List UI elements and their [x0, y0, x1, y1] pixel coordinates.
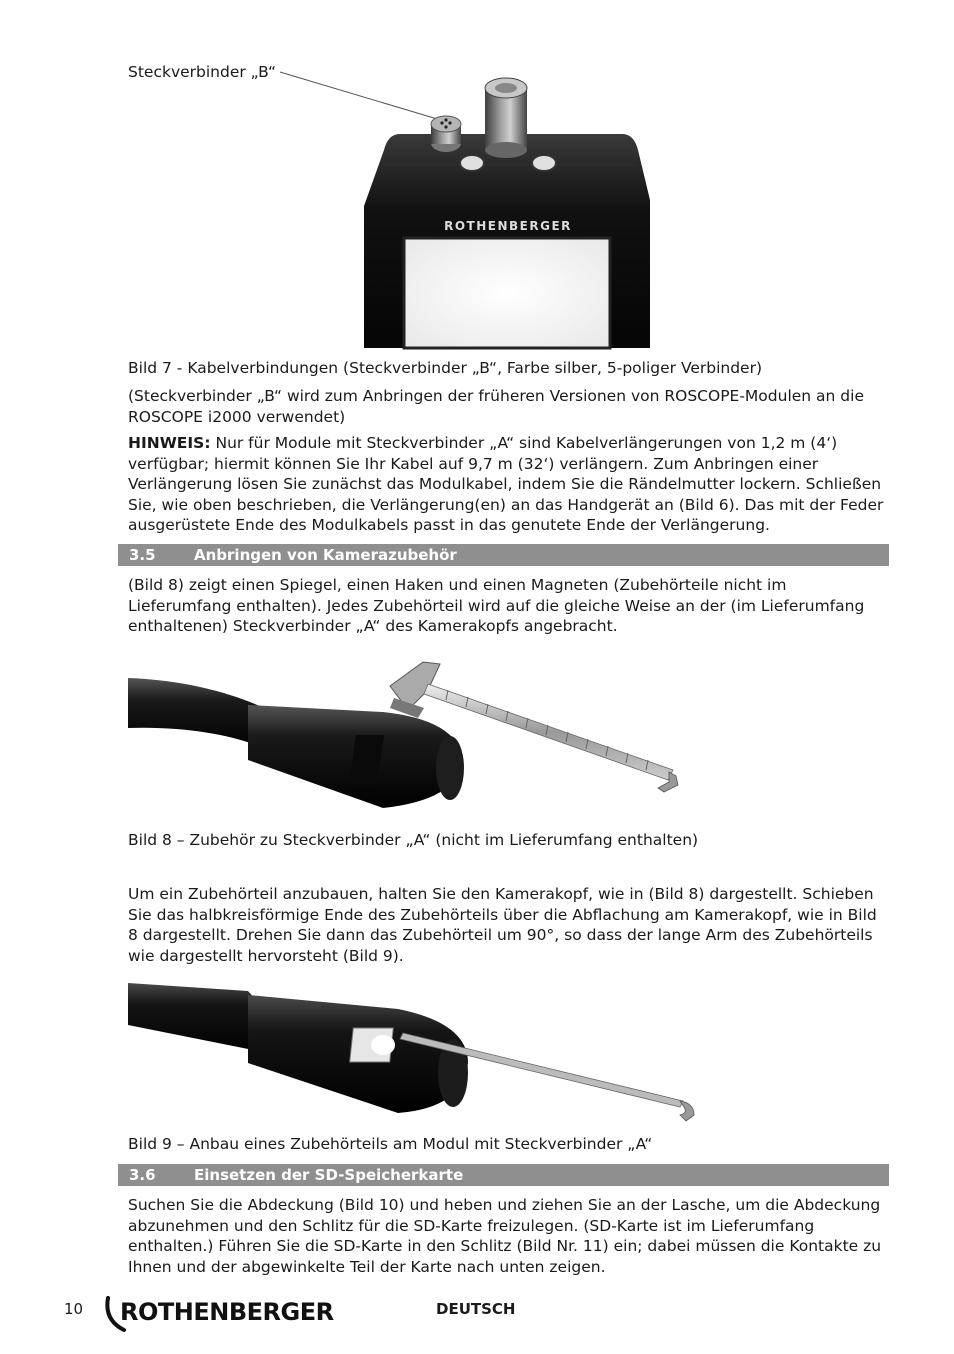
section-3-5-paragraph: (Bild 8) zeigt einen Spiegel, einen Haken und einen Magneten (Zubehörteile nicht im Lieferumfang enthalten). Jedes Zubehörteil wird auf die gleiche Weise an der (im Lieferumfang enthaltenen) Steckverbinder „A“ des Kamerakopfs angebracht.: [128, 576, 865, 635]
figure8-accessory-image: [128, 650, 718, 825]
figure7-device-image: [0, 0, 954, 350]
figure9-mounted-image: [128, 983, 718, 1125]
page-number: 10: [64, 1300, 84, 1318]
section-header-3-6: [118, 1164, 889, 1186]
figure9-caption: Bild 9 – Anbau eines Zubehörteils am Modul mit Steckverbinder „A“: [128, 1135, 653, 1153]
footer-language: DEUTSCH: [436, 1300, 516, 1318]
paragraph-b-usage: (Steckverbinder „B“ wird zum Anbringen der früheren Versionen von ROSCOPE-Modulen an die ROSCOPE i2000 verwendet): [128, 387, 864, 426]
section-3-6-paragraph: Suchen Sie die Abdeckung (Bild 10) und heben und ziehen Sie an der Lasche, um die Abdeckung abzunehmen und den Schlitz für die SD-Karte freizulegen. (SD-Karte ist im Lieferumfang enthalten.) Führen Sie die SD-Karte in den Schlitz (Bild Nr. 11) ein; dabei müssen die Kontakte zu Ihnen und der abgewinkelte Teil der Karte nach unten zeigen.: [128, 1196, 882, 1276]
section-header-3-5: [118, 544, 889, 566]
note-label: HINWEIS:: [128, 434, 211, 452]
section-title: Anbringen von Kamerazubehör: [194, 546, 457, 564]
footer-logo: [102, 1294, 352, 1334]
figure7-caption: Bild 7 - Kabelverbindungen (Steckverbinder „B“, Farbe silber, 5-poliger Verbinder): [128, 359, 763, 377]
section-title: Einsetzen der SD-Speicherkarte: [194, 1166, 464, 1184]
section-number: 3.5: [129, 546, 156, 564]
mount-paragraph: Um ein Zubehörteil anzubauen, halten Sie den Kamerakopf, wie in (Bild 8) dargestellt. Schieben Sie das halbkreisförmige Ende des Zubehörteils über die Abflachung am Kamerakopf, wie in Bild 8 dargestellt. Drehen Sie dann das Zubehörteil um 90°, so dass der lange Arm des Zubehörteils wie dargestellt hervorsteht (Bild 9).: [128, 885, 877, 965]
figure7-label: Steckverbinder „B“: [128, 63, 276, 81]
section-number: 3.6: [129, 1166, 156, 1184]
figure7-brand: ROTHENBERGER: [444, 219, 572, 233]
figure8-caption: Bild 8 – Zubehör zu Steckverbinder „A“ (nicht im Lieferumfang enthalten): [128, 831, 699, 849]
note-text: Nur für Module mit Steckverbinder „A“ sind Kabelverlängerungen von 1,2 m (4‘) verfügbar; hiermit können Sie Ihr Kabel auf 9,7 m (32‘) verlängern. Zum Anbringen einer Verlängerung lösen Sie zunächst das Modulkabel, indem Sie die Rändelmutter lockern. Schließen Sie, wie oben beschrieben, die Verlängerung(en) an das Handgerät an (Bild 6). Das mit der Feder ausgerüstete Ende des Modulkabels passt in das genutete Ende der Verlängerung.: [128, 434, 884, 534]
note-paragraph: [128, 433, 888, 536]
logo-text: ROTHENBERGER: [120, 1298, 334, 1326]
